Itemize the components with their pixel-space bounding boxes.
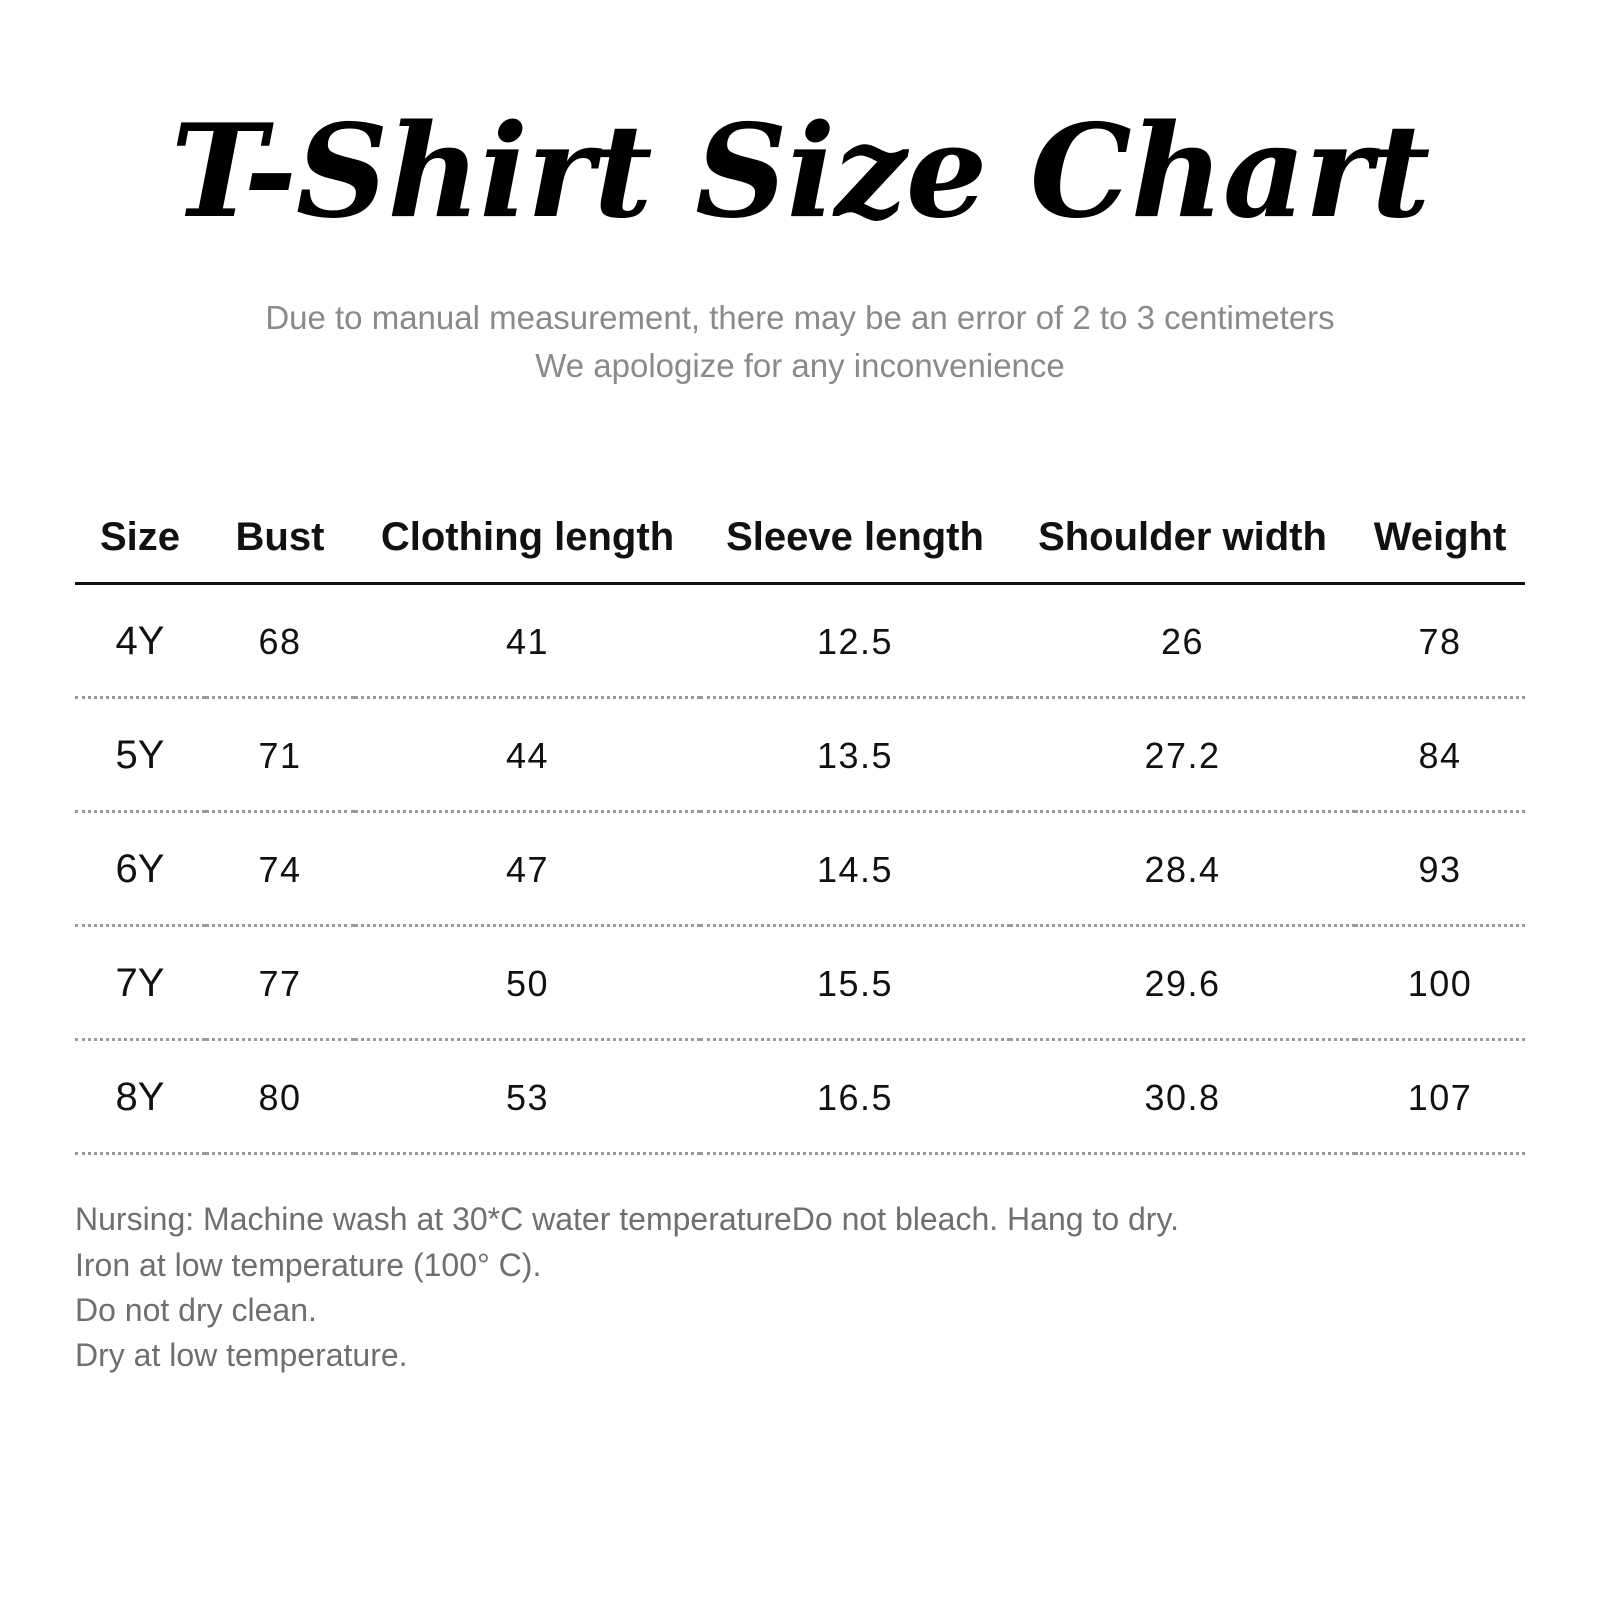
- table-row: [75, 812, 1525, 926]
- table-row: [75, 926, 1525, 1040]
- cell-shoulder-width: 26: [1010, 584, 1355, 698]
- care-line-4: Dry at low temperature.: [75, 1337, 408, 1374]
- column-header-shoulder-width: Shoulder width: [1038, 515, 1327, 560]
- cell-clothing-length: 47: [355, 812, 700, 926]
- cell-shoulder-width: 27.2: [1010, 698, 1355, 812]
- column-header-weight: Weight: [1373, 515, 1507, 560]
- cell-size: 4Y: [75, 584, 205, 698]
- size-table: [75, 515, 1525, 1155]
- cell-weight: 107: [1355, 1040, 1525, 1154]
- cell-clothing-length: 53: [355, 1040, 700, 1154]
- cell-sleeve-length: 12.5: [700, 584, 1010, 698]
- cell-clothing-length: 44: [355, 698, 700, 812]
- table-row: [75, 698, 1525, 812]
- page-title: T-Shirt Size Chart: [170, 97, 1430, 247]
- column-header-size: Size: [99, 515, 181, 560]
- cell-size: 7Y: [75, 926, 205, 1040]
- table-header: [75, 515, 1525, 584]
- cell-weight: 84: [1355, 698, 1525, 812]
- cell-size: 5Y: [75, 698, 205, 812]
- cell-clothing-length: 41: [355, 584, 700, 698]
- disclaimer-line-1: Due to manual measurement, there may be an error of 2 to 3 centimeters: [265, 299, 1335, 337]
- table-body: [75, 584, 1525, 1154]
- care-instructions: [75, 1197, 1525, 1379]
- care-line-2: Iron at low temperature (100° C).: [75, 1246, 542, 1283]
- cell-weight: 78: [1355, 584, 1525, 698]
- cell-sleeve-length: 16.5: [700, 1040, 1010, 1154]
- care-line-1: Nursing: Machine wash at 30*C water temperatureDo not bleach. Hang to dry.: [75, 1201, 1179, 1238]
- measurement-disclaimer: [75, 294, 1525, 390]
- column-header-bust: Bust: [235, 515, 325, 560]
- cell-clothing-length: 50: [355, 926, 700, 1040]
- cell-shoulder-width: 29.6: [1010, 926, 1355, 1040]
- table-header-row: [75, 515, 1525, 584]
- cell-sleeve-length: 13.5: [700, 698, 1010, 812]
- disclaimer-line-2: We apologize for any inconvenience: [535, 347, 1065, 385]
- cell-bust: 68: [205, 584, 355, 698]
- table-row: [75, 1040, 1525, 1154]
- column-header-sleeve-length: Sleeve length: [726, 515, 984, 560]
- cell-sleeve-length: 15.5: [700, 926, 1010, 1040]
- cell-weight: 100: [1355, 926, 1525, 1040]
- cell-bust: 80: [205, 1040, 355, 1154]
- table-row: [75, 584, 1525, 698]
- cell-shoulder-width: 28.4: [1010, 812, 1355, 926]
- cell-size: 6Y: [75, 812, 205, 926]
- care-line-3: Do not dry clean.: [75, 1291, 317, 1328]
- cell-sleeve-length: 14.5: [700, 812, 1010, 926]
- cell-shoulder-width: 30.8: [1010, 1040, 1355, 1154]
- cell-size: 8Y: [75, 1040, 205, 1154]
- cell-weight: 93: [1355, 812, 1525, 926]
- cell-bust: 74: [205, 812, 355, 926]
- cell-bust: 77: [205, 926, 355, 1040]
- column-header-clothing-length: Clothing length: [380, 515, 675, 560]
- cell-bust: 71: [205, 698, 355, 812]
